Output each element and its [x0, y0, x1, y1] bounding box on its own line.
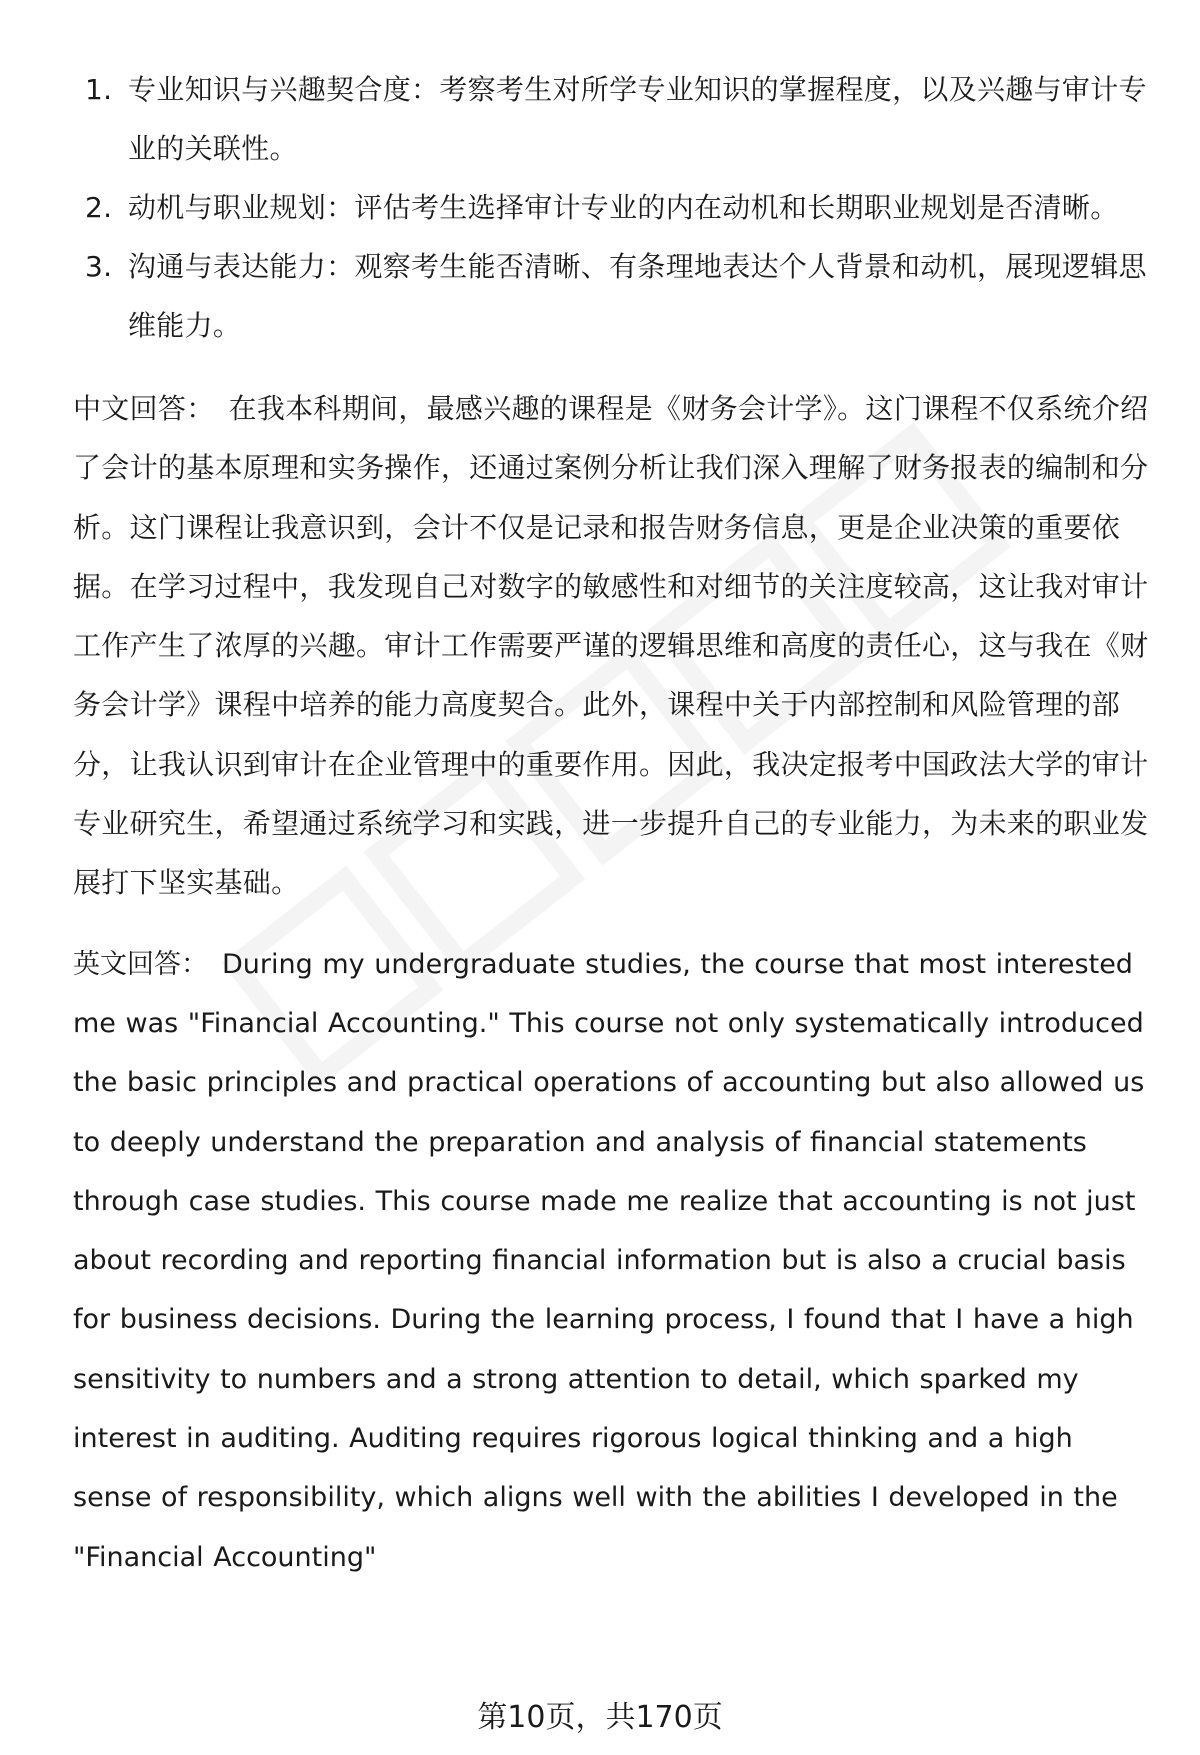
english-answer-label: 英文回答： [73, 948, 208, 980]
chinese-answer-paragraph [73, 379, 1158, 913]
criteria-text: 专业知识与兴趣契合度：考察考生对所学专业知识的掌握程度，以及兴趣与审计专业的关联性。 [128, 73, 1147, 165]
criteria-item [73, 178, 1158, 237]
criteria-item [73, 60, 1158, 178]
criteria-text: 沟通与表达能力：观察考生能否清晰、有条理地表达个人背景和动机，展现逻辑思维能力。 [128, 250, 1147, 342]
page-number-footer: 第10页，共170页 [477, 1700, 723, 1735]
criteria-item [73, 237, 1158, 355]
criteria-number: 1. [85, 73, 113, 106]
criteria-number: 3. [85, 250, 113, 283]
criteria-number: 2. [85, 191, 113, 224]
chinese-answer-label: 中文回答： [73, 392, 215, 425]
evaluation-criteria-list [73, 60, 1158, 355]
chinese-answer-text: 在我本科期间，最感兴趣的课程是《财务会计学》。这门课程不仅系统介绍了会计的基本原理和实务操作，还通过案例分析让我们深入理解了财务报表的编制和分析。这门课程让我意识到，会计不仅是记录和报告财务信息，更是企业决策的重要依据。在学习过程中，我发现自己对数字的敏感性和对细节的关注度较高，这让我对审计工作产生了浓厚的兴趣。审计工作需要严谨的逻辑思维和高度的责任心，这与我在《财务会计学》课程中培养的能力高度契合。此外，课程中关于内部控制和风险管理的部分，让我认识到审计在企业管理中的重要作用。因此，我决定报考中国政法大学的审计专业研究生，希望通过系统学习和实践，进一步提升自己的专业能力，为未来的职业发展打下坚实基础。 [73, 392, 1149, 900]
english-answer-text: During my undergraduate studies, the course that most interested me was "Financial Accounting." This course not only systematically introduced the basic principles and practical operations of accounting but also allowed us to deeply understand the preparation and analysis of financial statements through case studies. This course made me realize that accounting is not just about recording and reporting financial information but is also a crucial basis for business decisions. During the learning process, I found that I have a high sensitivity to numbers and a strong attention to detail, which sparked my interest in auditing. Auditing requires rigorous logical thinking and a high sense of responsibility, which aligns well with the abilities I developed in the "Financial Accounting" [73, 948, 1145, 1573]
english-answer-paragraph [73, 935, 1158, 1587]
document-content [73, 60, 1158, 1609]
criteria-text: 动机与职业规划：评估考生选择审计专业的内在动机和长期职业规划是否清晰。 [128, 191, 1119, 224]
